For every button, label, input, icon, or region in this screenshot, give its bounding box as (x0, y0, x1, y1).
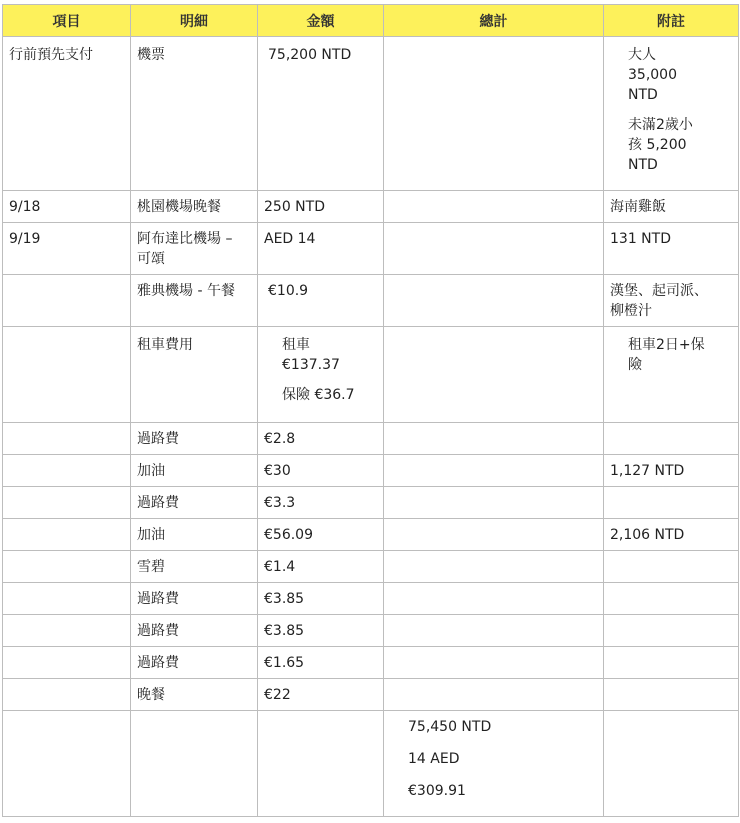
amount-line: 保險 €36.7 (282, 387, 355, 403)
cell-item (3, 275, 131, 327)
cell-detail: 雪碧 (131, 551, 258, 583)
cell-detail: 阿布達比機場 – 可頌 (131, 223, 258, 275)
cell-item (3, 711, 131, 817)
cell-amount (258, 37, 384, 191)
cell-item: 9/19 (3, 223, 131, 275)
cell-amount: €56.09 (258, 519, 384, 551)
cell-detail: 加油 (131, 455, 258, 487)
cell-note (604, 223, 739, 275)
cell-item (3, 423, 131, 455)
amount-line: €10.9 (268, 283, 309, 299)
table-row (3, 327, 739, 423)
cell-total (384, 275, 604, 327)
cell-detail: 租車費用 (131, 327, 258, 423)
table-row (3, 423, 739, 455)
cell-total (384, 583, 604, 615)
table-row (3, 275, 739, 327)
cell-total (384, 487, 604, 519)
total-ntd: 75,450 NTD (408, 719, 492, 735)
cell-detail (131, 711, 258, 817)
header-item: 項目 (3, 5, 131, 37)
note-line: 未滿2歲小 孩 5,200 NTD (628, 117, 693, 173)
cell-note (604, 551, 739, 583)
cell-note: 1,127 NTD (604, 455, 739, 487)
cell-amount: €3.85 (258, 615, 384, 647)
note-line: 131 NTD (610, 231, 671, 247)
cell-total (384, 551, 604, 583)
cell-note (604, 711, 739, 817)
table-row (3, 487, 739, 519)
table-row (3, 37, 739, 191)
cell-amount: €2.8 (258, 423, 384, 455)
cell-amount (258, 275, 384, 327)
totals-row (3, 711, 739, 817)
cell-total (384, 327, 604, 423)
cell-detail: 過路費 (131, 583, 258, 615)
table-row (3, 223, 739, 275)
table-row (3, 519, 739, 551)
note-line: 海南雞飯 (610, 199, 666, 215)
note-line: 漢堡、起司派、 柳橙汁 (610, 283, 708, 319)
cell-detail: 過路費 (131, 615, 258, 647)
table-row (3, 583, 739, 615)
cell-amount: €1.65 (258, 647, 384, 679)
cell-amount (258, 191, 384, 223)
cell-note (604, 647, 739, 679)
cell-note (604, 583, 739, 615)
cell-item (3, 455, 131, 487)
cell-total (384, 615, 604, 647)
table-row (3, 191, 739, 223)
cell-item (3, 519, 131, 551)
cell-item (3, 647, 131, 679)
amount-line: AED 14 (264, 231, 316, 247)
cell-note (604, 191, 739, 223)
cell-amount: €22 (258, 679, 384, 711)
cell-note (604, 679, 739, 711)
cell-detail: 過路費 (131, 487, 258, 519)
cell-item (3, 551, 131, 583)
cell-detail: 過路費 (131, 423, 258, 455)
cell-amount: €1.4 (258, 551, 384, 583)
table-row (3, 679, 739, 711)
cell-total (384, 647, 604, 679)
cell-note (604, 487, 739, 519)
cell-amount: €30 (258, 455, 384, 487)
cell-total (384, 711, 604, 817)
cell-amount (258, 327, 384, 423)
cell-detail: 晚餐 (131, 679, 258, 711)
cell-item: 行前預先支付 (3, 37, 131, 191)
header-row (3, 5, 739, 37)
cell-detail: 過路費 (131, 647, 258, 679)
cell-item (3, 487, 131, 519)
table-row (3, 551, 739, 583)
cell-detail: 加油 (131, 519, 258, 551)
cell-note: 2,106 NTD (604, 519, 739, 551)
cell-detail: 雅典機場 - 午餐 (131, 275, 258, 327)
cell-amount: €3.3 (258, 487, 384, 519)
cell-note (604, 275, 739, 327)
table-row (3, 615, 739, 647)
amount-line: 75,200 NTD (268, 47, 352, 63)
cell-note (604, 615, 739, 647)
table-row (3, 455, 739, 487)
expense-table (2, 4, 739, 817)
header-note: 附註 (604, 5, 739, 37)
cell-note (604, 423, 739, 455)
amount-line: 250 NTD (264, 199, 325, 215)
cell-total (384, 679, 604, 711)
cell-item (3, 615, 131, 647)
cell-note (604, 327, 739, 423)
table-row (3, 647, 739, 679)
cell-total (384, 191, 604, 223)
cell-detail: 機票 (131, 37, 258, 191)
cell-amount: €3.85 (258, 583, 384, 615)
cell-item: 9/18 (3, 191, 131, 223)
note-line: 租車2日+保 險 (628, 337, 705, 373)
cell-note (604, 37, 739, 191)
header-amount: 金額 (258, 5, 384, 37)
note-line: 大人 35,000 NTD (628, 47, 677, 103)
cell-total (384, 455, 604, 487)
cell-total (384, 223, 604, 275)
cell-item (3, 327, 131, 423)
header-total: 總計 (384, 5, 604, 37)
cell-item (3, 679, 131, 711)
cell-amount (258, 223, 384, 275)
header-detail: 明細 (131, 5, 258, 37)
cell-item (3, 583, 131, 615)
cell-amount (258, 711, 384, 817)
cell-total (384, 37, 604, 191)
cell-total (384, 519, 604, 551)
cell-detail: 桃園機場晚餐 (131, 191, 258, 223)
total-aed: 14 AED (408, 751, 460, 767)
cell-total (384, 423, 604, 455)
amount-line: 租車 €137.37 (282, 337, 340, 373)
total-eur: €309.91 (408, 783, 466, 799)
